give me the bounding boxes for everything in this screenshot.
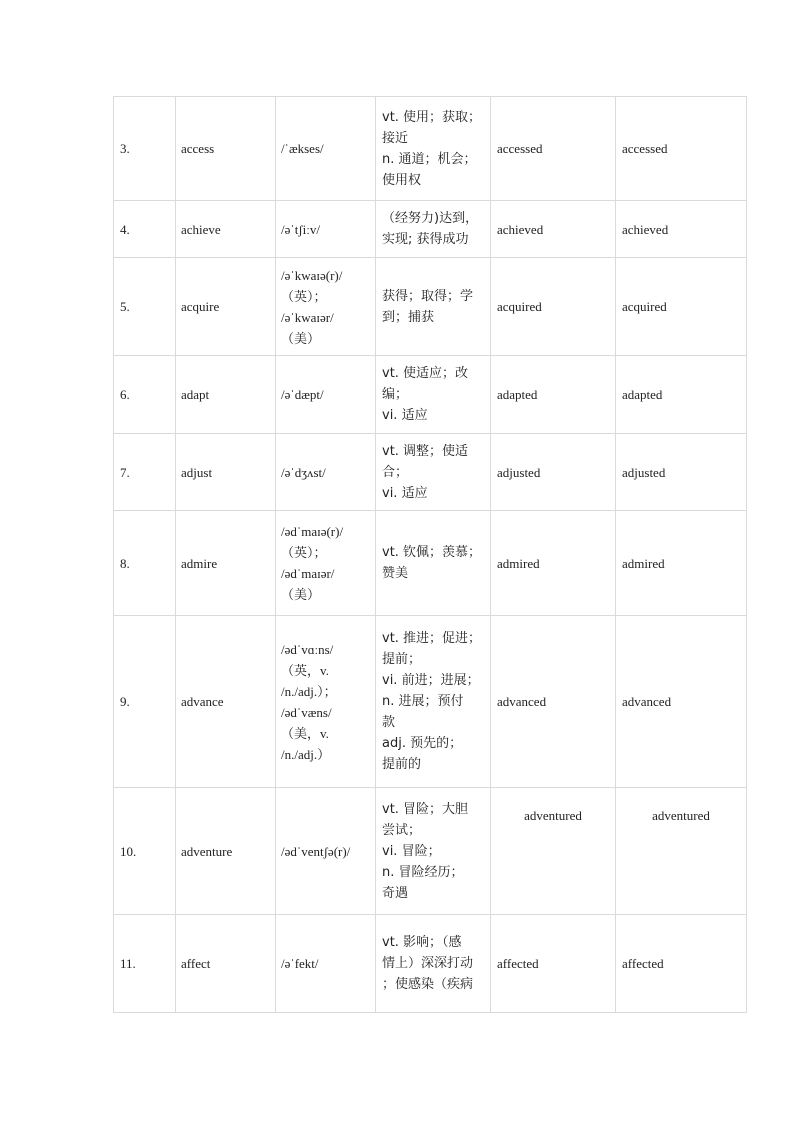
past-tense-cell: achieved bbox=[491, 201, 616, 258]
phonetic-line: （英）； bbox=[281, 288, 327, 304]
phonetic-line: （英）； bbox=[281, 545, 327, 560]
row-number: 5. bbox=[114, 258, 176, 356]
meaning-line: n. 冒险经历； bbox=[382, 864, 464, 880]
meaning-line: 奇遇 bbox=[382, 885, 409, 901]
row-number: 3. bbox=[114, 97, 176, 201]
meaning-line: 款 bbox=[382, 715, 396, 730]
meaning-line: 实现; 获得成功 bbox=[382, 232, 469, 247]
phonetic-line: /əˈkwaɪə(r)/ bbox=[281, 267, 343, 283]
past-participle-cell: adjusted bbox=[616, 434, 747, 511]
meaning-line: n. 通道；机会； bbox=[382, 151, 477, 167]
word-cell: achieve bbox=[176, 201, 276, 258]
vocabulary-table bbox=[113, 96, 747, 1013]
past-participle-cell: accessed bbox=[616, 97, 747, 201]
word-cell: affect bbox=[176, 915, 276, 1013]
meaning-line: 使用权 bbox=[382, 172, 422, 188]
row-number: 10. bbox=[114, 788, 176, 915]
phonetic-cell bbox=[276, 434, 376, 511]
past-participle-cell bbox=[616, 788, 747, 915]
past-tense-cell: acquired bbox=[491, 258, 616, 356]
phonetic-line: （美） bbox=[281, 330, 321, 346]
meaning-line: 接近 bbox=[382, 130, 409, 146]
meaning-cell bbox=[376, 616, 491, 788]
phonetic-line: /əˈfekt/ bbox=[281, 956, 319, 971]
phonetic-line: /ədˈvæns/ bbox=[281, 704, 332, 720]
past-participle-cell: affected bbox=[616, 915, 747, 1013]
meaning-line: vt. 调整；使适 bbox=[382, 443, 469, 459]
past-tense-cell: accessed bbox=[491, 97, 616, 201]
meaning-line: vi. 适应 bbox=[382, 485, 428, 501]
phonetic-line: （英，v. bbox=[281, 662, 329, 678]
meaning-line: vi. 冒险； bbox=[382, 843, 441, 859]
row-number: 6. bbox=[114, 356, 176, 434]
meaning-line: 编； bbox=[382, 387, 409, 402]
phonetic-line: /əˈdʒʌst/ bbox=[281, 464, 326, 480]
meaning-line: 赞美 bbox=[382, 566, 409, 581]
past-participle-cell: admired bbox=[616, 511, 747, 616]
phonetic-line: （美，v. bbox=[281, 725, 329, 741]
past-tense-cell: advanced bbox=[491, 616, 616, 788]
meaning-line: 获得；取得；学 bbox=[382, 288, 474, 304]
past-tense-cell: admired bbox=[491, 511, 616, 616]
meaning-line: vt. 钦佩；羡慕； bbox=[382, 545, 482, 560]
meaning-line: vt. 推进；促进； bbox=[382, 631, 482, 646]
word-cell: acquire bbox=[176, 258, 276, 356]
meaning-line: 尝试； bbox=[382, 822, 422, 838]
phonetic-cell bbox=[276, 97, 376, 201]
meaning-line: vt. 使用；获取； bbox=[382, 109, 482, 125]
word-cell: admire bbox=[176, 511, 276, 616]
phonetic-line: /ədˈmaɪər/ bbox=[281, 566, 335, 581]
meaning-line: 提前； bbox=[382, 652, 422, 667]
word-cell: advance bbox=[176, 616, 276, 788]
meaning-cell bbox=[376, 201, 491, 258]
past-participle-text: adventured bbox=[652, 808, 710, 823]
meaning-cell bbox=[376, 356, 491, 434]
meaning-line: vi. 适应 bbox=[382, 408, 428, 423]
table-row bbox=[114, 356, 747, 434]
row-number: 11. bbox=[114, 915, 176, 1013]
meaning-cell bbox=[376, 258, 491, 356]
meaning-line: （经努力)达到， bbox=[382, 211, 479, 226]
table-row bbox=[114, 616, 747, 788]
meaning-cell bbox=[376, 434, 491, 511]
phonetic-cell bbox=[276, 356, 376, 434]
row-number: 8. bbox=[114, 511, 176, 616]
table-row bbox=[114, 915, 747, 1013]
phonetic-cell bbox=[276, 616, 376, 788]
meaning-cell bbox=[376, 511, 491, 616]
meaning-line: ；使感染（疾病 bbox=[382, 977, 474, 992]
table-row bbox=[114, 511, 747, 616]
past-tense-cell bbox=[491, 788, 616, 915]
past-tense-cell: adjusted bbox=[491, 434, 616, 511]
past-participle-cell: achieved bbox=[616, 201, 747, 258]
past-participle-cell: advanced bbox=[616, 616, 747, 788]
meaning-line: n. 进展；预付 bbox=[382, 694, 464, 709]
meaning-line: vt. 冒险；大胆 bbox=[382, 801, 469, 817]
phonetic-line: /ədˈmaɪə(r)/ bbox=[281, 524, 344, 539]
table-row bbox=[114, 201, 747, 258]
word-cell: adjust bbox=[176, 434, 276, 511]
meaning-line: adj. 预先的； bbox=[382, 736, 463, 751]
phonetic-line: （美） bbox=[281, 587, 321, 602]
phonetic-line: /əˈdæpt/ bbox=[281, 387, 324, 402]
meaning-line: 提前的 bbox=[382, 757, 422, 772]
meaning-cell bbox=[376, 788, 491, 915]
meaning-line: 合； bbox=[382, 464, 409, 480]
meaning-line: 到；捕获 bbox=[382, 309, 435, 325]
table-row bbox=[114, 434, 747, 511]
past-tense-cell: affected bbox=[491, 915, 616, 1013]
phonetic-line: /ˈækses/ bbox=[281, 141, 324, 156]
phonetic-line: /n./adj.） bbox=[281, 746, 331, 762]
phonetic-cell bbox=[276, 511, 376, 616]
phonetic-line: /əˈtʃiːv/ bbox=[281, 221, 320, 237]
phonetic-cell bbox=[276, 258, 376, 356]
word-cell: access bbox=[176, 97, 276, 201]
phonetic-line: /ədˈventʃə(r)/ bbox=[281, 843, 351, 859]
past-participle-cell: adapted bbox=[616, 356, 747, 434]
row-number: 4. bbox=[114, 201, 176, 258]
phonetic-cell bbox=[276, 788, 376, 915]
word-cell: adapt bbox=[176, 356, 276, 434]
phonetic-cell bbox=[276, 915, 376, 1013]
row-number: 9. bbox=[114, 616, 176, 788]
meaning-line: vt. 使适应；改 bbox=[382, 366, 469, 381]
past-tense-text: adventured bbox=[524, 808, 582, 823]
meaning-line: vt. 影响；（感 bbox=[382, 935, 462, 950]
phonetic-cell bbox=[276, 201, 376, 258]
meaning-cell bbox=[376, 915, 491, 1013]
past-participle-cell: acquired bbox=[616, 258, 747, 356]
table-row bbox=[114, 258, 747, 356]
past-tense-cell: adapted bbox=[491, 356, 616, 434]
phonetic-line: /əˈkwaɪər/ bbox=[281, 309, 334, 325]
table-row bbox=[114, 788, 747, 915]
word-cell: adventure bbox=[176, 788, 276, 915]
meaning-line: 情上）深深打动 bbox=[382, 956, 474, 971]
row-number: 7. bbox=[114, 434, 176, 511]
table-row bbox=[114, 97, 747, 201]
phonetic-line: /ədˈvɑːns/ bbox=[281, 641, 334, 657]
meaning-cell bbox=[376, 97, 491, 201]
phonetic-line: /n./adj.）； bbox=[281, 683, 337, 699]
meaning-line: vi. 前进；进展； bbox=[382, 673, 480, 688]
